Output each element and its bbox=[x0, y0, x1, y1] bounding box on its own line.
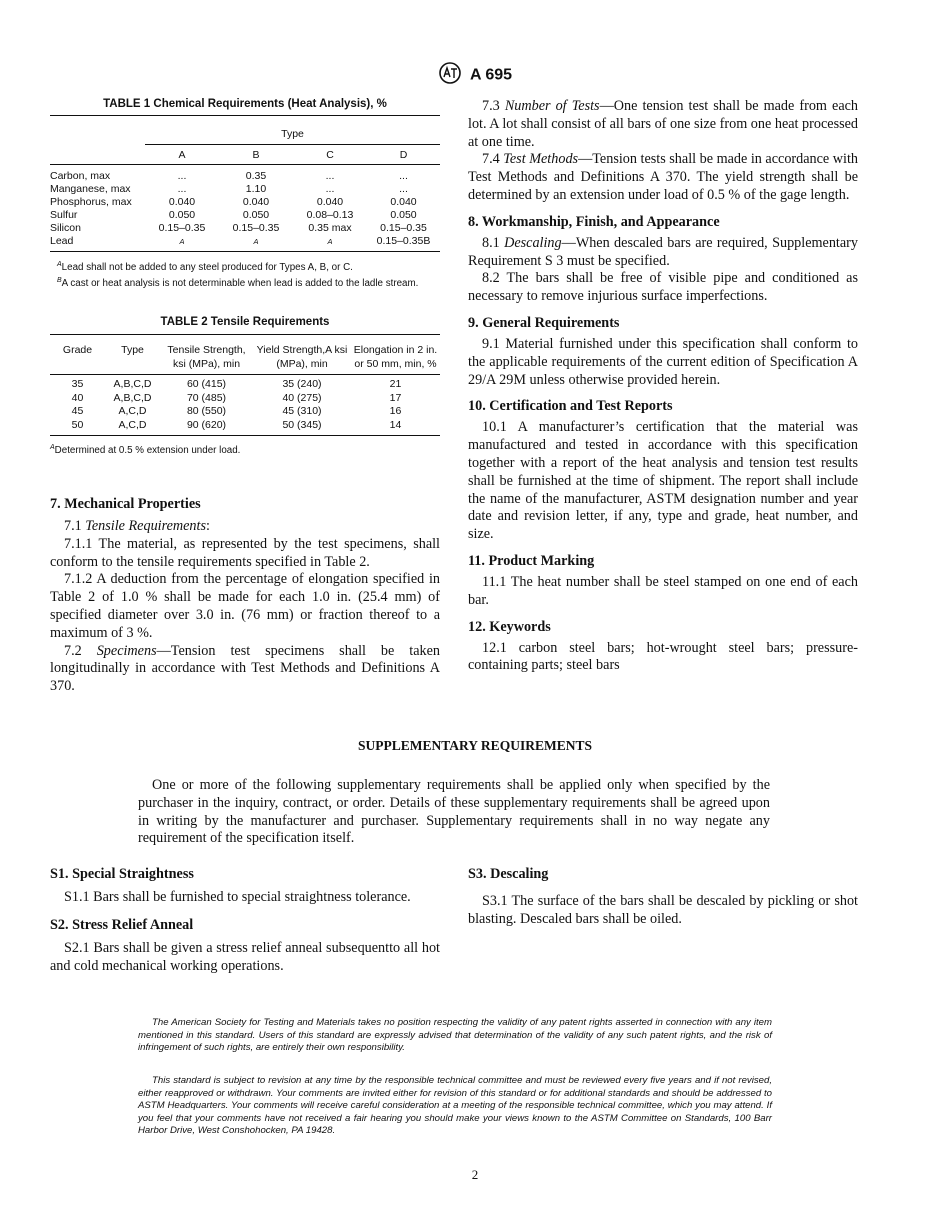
cell: 90 (620) bbox=[186, 418, 227, 431]
section-heading: 12. Keywords bbox=[468, 618, 551, 635]
page-header bbox=[0, 62, 950, 89]
page-number: 2 bbox=[471, 1167, 479, 1182]
table2-header-yield: Yield Strength,A ksi (MPa), min bbox=[256, 344, 348, 370]
cell: ... bbox=[399, 170, 408, 182]
table1-col-header: A bbox=[178, 148, 186, 161]
cell: A,C,D bbox=[118, 405, 147, 417]
row-label: Lead bbox=[50, 235, 74, 247]
cell: 0.050 bbox=[168, 209, 196, 221]
table-row bbox=[50, 419, 440, 433]
cell: 0.35 bbox=[245, 170, 267, 182]
table-row bbox=[50, 170, 440, 183]
paragraph-s3-1: S3.1 The surface of the bars shall be descaled by pickling or shot blasting. Descaled bars shall be oiled. bbox=[468, 893, 858, 927]
table2-title: TABLE 2 Tensile Requirements bbox=[160, 316, 330, 328]
cell: 50 (345) bbox=[282, 418, 322, 431]
section-heading: S3. Descaling bbox=[468, 866, 549, 882]
paragraph-7-1: 7.1 Tensile Requirements: bbox=[64, 518, 210, 534]
section-heading: 7. Mechanical Properties bbox=[50, 496, 201, 512]
paragraph-8-2: 8.2 The bars shall be free of visible pipe and conditioned as necessary to remove injurious surface imperfections. bbox=[468, 270, 858, 305]
astm-logo-icon bbox=[438, 62, 462, 89]
cell: A bbox=[253, 237, 259, 246]
table1-col-header: D bbox=[399, 148, 408, 161]
cell: 35 (240) bbox=[282, 378, 322, 390]
section-heading: 10. Certification and Test Reports bbox=[468, 398, 673, 415]
table1-footnote: $^B$A cast or heat analysis is not determinable when lead is added to the ladle stream. bbox=[57, 277, 419, 289]
table2-header-tensile: Tensile Strength, ksi (MPa), min bbox=[167, 344, 246, 370]
cell: 1.10 bbox=[245, 183, 267, 195]
cell: A bbox=[327, 237, 333, 246]
table-row bbox=[50, 375, 440, 392]
cell: A,C,D bbox=[118, 418, 147, 431]
revision-disclaimer: This standard is subject to revision at any time by the responsible technical committee and must be reviewed every five years and if not revised, either reapproved or withdrawn. Your comments are invited either for revision of this standard or for additional standards and should be addressed to ASTM Headquarters. Your comments will receive careful consideration at a meeting of the responsible technical committee, which you may attend. If you feel that your comments have not received a fair hearing you should make your views known to the ASTM Committee on Standards, 100 Barr Harbor Drive, West Conshohocken, PA 19428. bbox=[138, 1075, 772, 1137]
table-row bbox=[50, 392, 440, 406]
cell: ... bbox=[177, 183, 187, 195]
cell: 21 bbox=[389, 378, 402, 390]
cell: 40 (275) bbox=[282, 391, 322, 404]
cell: 0.15–0.35 bbox=[158, 222, 206, 234]
row-label: Silicon bbox=[50, 222, 81, 234]
row-label: Carbon, max bbox=[50, 170, 111, 182]
table1-col-header: B bbox=[252, 148, 260, 161]
paragraph-9-1: 9.1 Material furnished under this specification shall conform to the applicable requirements of the current edition of Specification A 29/A 29M unless otherwise provided herein. bbox=[468, 335, 858, 388]
table-row bbox=[50, 222, 440, 235]
cell: 60 (415) bbox=[186, 378, 227, 390]
table2-block bbox=[50, 316, 440, 457]
cell: 50 bbox=[71, 418, 84, 431]
paragraph-7-1-1: 7.1.1 The material, as represented by the test specimens, shall conform to the tensile requirements specified in Table 2. bbox=[50, 535, 440, 570]
cell: 0.040 bbox=[316, 196, 344, 208]
section-7 bbox=[50, 496, 440, 696]
cell: 80 (550) bbox=[186, 405, 227, 417]
cell: 45 (310) bbox=[282, 405, 322, 417]
table2-header-type: Type bbox=[121, 344, 144, 356]
cell: 14 bbox=[389, 418, 402, 431]
supplementary-right bbox=[468, 866, 858, 929]
cell: 17 bbox=[389, 391, 402, 404]
cell: ... bbox=[325, 170, 335, 182]
table-row bbox=[50, 235, 440, 248]
row-label: Phosphorus, max bbox=[50, 196, 132, 208]
paragraph-s2-1: S2.1 Bars shall be given a stress relief anneal subsequentto all hot and cold mechanical working operations. bbox=[50, 939, 440, 974]
cell: 0.050 bbox=[242, 209, 270, 221]
table1-col-header: C bbox=[326, 148, 334, 161]
patent-disclaimer: The American Society for Testing and Materials takes no position respecting the validity of any patent rights asserted in connection with any item mentioned in this standard. Users of this standard are expressly advised that determination of the validity of any such patent rights, and the risk of infringement of such rights, are entirely their own responsibility. bbox=[138, 1017, 772, 1054]
cell: 0.040 bbox=[242, 196, 270, 208]
paragraph-7-2: 7.2 Specimens—Tension test specimens shall be taken longitudinally in accordance with Test Methods and Definitions A 370. bbox=[50, 642, 440, 695]
cell: 0.040 bbox=[168, 196, 196, 208]
section-heading: 11. Product Marking bbox=[468, 552, 595, 569]
cell: 0.15–0.35B bbox=[376, 235, 431, 247]
cell: ... bbox=[399, 183, 408, 195]
cell: ... bbox=[325, 183, 335, 195]
cell: A,B,C,D bbox=[113, 391, 152, 404]
table2-header-grade: Grade bbox=[62, 344, 93, 356]
cell: 40 bbox=[71, 391, 84, 404]
supplementary-left bbox=[50, 866, 440, 975]
cell: 0.15–0.35 bbox=[380, 222, 427, 234]
supplementary-title: SUPPLEMENTARY REQUIREMENTS bbox=[358, 738, 592, 753]
table1-footnote: $^A$Lead shall not be added to any steel produced for Types A, B, or C. bbox=[57, 261, 353, 273]
paragraph-8-1: 8.1 Descaling—When descaled bars are required, Supplementary Requirement S 3 must be specified. bbox=[468, 234, 858, 269]
cell: 0.08–0.13 bbox=[306, 209, 354, 221]
table-row bbox=[50, 405, 440, 419]
cell: 0.15–0.35 bbox=[232, 222, 280, 234]
paragraph-11-1: 11.1 The heat number shall be steel stamped on one end of each bar. bbox=[468, 573, 858, 608]
row-label: Sulfur bbox=[50, 209, 78, 221]
cell: 35 bbox=[71, 378, 84, 390]
table-row bbox=[50, 183, 440, 196]
table-row bbox=[50, 196, 440, 209]
table2-footnote: $^A$Determined at 0.5 % extension under load. bbox=[50, 444, 241, 456]
row-label: Manganese, max bbox=[50, 183, 131, 195]
designation: A 695 bbox=[469, 66, 513, 84]
table-row bbox=[50, 209, 440, 222]
table2 bbox=[50, 344, 440, 436]
paragraph-s1-1: S1.1 Bars shall be furnished to special straightness tolerance. bbox=[64, 889, 411, 905]
paragraph-12-1: 12.1 carbon steel bars; hot-wrought steel bars; pressure-containing parts; steel bars bbox=[468, 639, 858, 674]
cell: 0.050 bbox=[390, 209, 417, 221]
cell: A bbox=[179, 237, 185, 246]
cell: 0.040 bbox=[390, 196, 417, 208]
paragraph-7-3: 7.3 Number of Tests—One tension test shall be made from each lot. A lot shall consist of all bars of one size from one heat processed at one time. bbox=[468, 98, 859, 150]
cell: ... bbox=[177, 170, 187, 182]
table1 bbox=[50, 128, 440, 252]
table2-header-elongation: Elongation in 2 in. or 50 mm, min, % bbox=[353, 344, 438, 370]
table1-title: TABLE 1 Chemical Requirements (Heat Analysis), % bbox=[103, 98, 387, 110]
section-heading: S2. Stress Relief Anneal bbox=[50, 916, 194, 933]
paragraph-7-4: 7.4 Test Methods—Tension tests shall be made in accordance with Test Methods and Definitions A 370. The yield strength shall be determined by an extension under load of 0.5 % of the gage length. bbox=[468, 151, 858, 203]
cell: 70 (485) bbox=[186, 391, 227, 404]
supplementary-intro: One or more of the following supplementary requirements shall be applied only when specified by the purchaser in the inquiry, contract, or order. Details of these supplementary requirements shall be agreed upon in writing by the manufacturer and purchaser. Supplementary requirements shall in no way negate any requirement of the specification itself. bbox=[138, 777, 770, 847]
table1-block bbox=[50, 98, 440, 290]
cell: 45 bbox=[71, 405, 84, 417]
cell: 16 bbox=[389, 405, 402, 417]
cell: 0.35 max bbox=[308, 222, 352, 234]
cell: A,B,C,D bbox=[113, 378, 152, 390]
table1-type-label: Type bbox=[145, 128, 440, 145]
paragraph-10-1: 10.1 A manufacturer’s certification that the material was manufactured and tested in accordance with this specification together with a report of the heat analysis and tension test results shall be furnished at the time of shipment. The report shall include the name of the manufacturer, ASTM designation number and year date and revision letter, if any, type and grade, heat number, and size. bbox=[468, 419, 858, 543]
paragraph-7-1-2: 7.1.2 A deduction from the percentage of elongation specified in Table 2 of 1.0 % shall be made for each 1.0 in. (25.4 mm) of specified diameter over 3.0 in. (76 mm) or fraction thereof to a maximum of 3 %. bbox=[50, 571, 440, 641]
section-heading: 8. Workmanship, Finish, and Appearance bbox=[468, 213, 720, 230]
right-column bbox=[468, 98, 858, 675]
section-heading: S1. Special Straightness bbox=[50, 866, 194, 882]
section-heading: 9. General Requirements bbox=[468, 314, 620, 331]
